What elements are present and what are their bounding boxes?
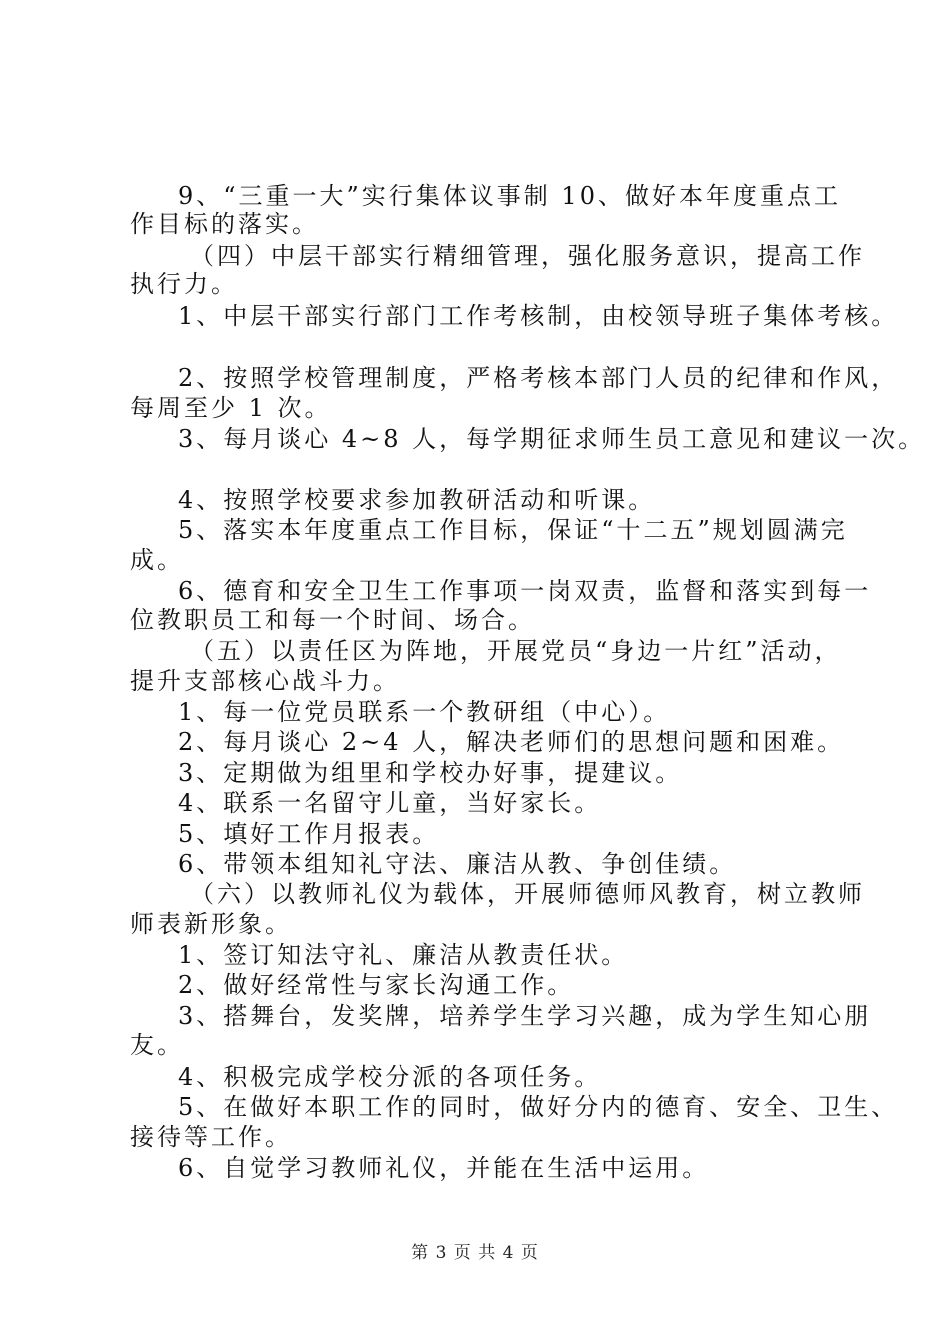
text-line: 友。 — [130, 1031, 184, 1059]
text-line: 6、带领本组知礼守法、廉洁从教、争创佳绩。 — [178, 850, 737, 878]
text-line: 3、搭舞台，发奖牌，培养学生学习兴趣，成为学生知心朋 — [178, 1002, 872, 1030]
section-heading: （四）中层干部实行精细管理，强化服务意识，提高工作 — [190, 242, 865, 270]
text-line: 5、填好工作月报表。 — [178, 820, 440, 848]
text-line: 6、自觉学习教师礼仪，并能在生活中运用。 — [178, 1154, 710, 1182]
text-line: 2、按照学校管理制度，严格考核本部门人员的纪律和作风， — [178, 364, 899, 392]
text-line: 3、定期做为组里和学校办好事，提建议。 — [178, 759, 683, 787]
text-line: 2、每月谈心 2~4 人，解决老师们的思想问题和困难。 — [178, 728, 845, 756]
section-heading: （五）以责任区为阵地，开展党员“身边一片红”活动， — [190, 637, 842, 665]
text-line: 师表新形象。 — [130, 910, 292, 938]
text-line: 执行力。 — [130, 270, 238, 298]
text-line: 1、中层干部实行部门工作考核制，由校领导班子集体考核。 — [178, 302, 899, 330]
text-line: 作目标的落实。 — [130, 210, 319, 238]
text-line: 位教职员工和每一个时间、场合。 — [130, 606, 535, 634]
text-line: 3、每月谈心 4~8 人，每学期征求师生员工意见和建议一次。 — [178, 425, 926, 453]
text-line: 2、做好经常性与家长沟通工作。 — [178, 971, 575, 999]
page-number-footer: 第 3 页 共 4 页 — [411, 1243, 539, 1263]
text-line: 成。 — [130, 546, 184, 574]
section-heading: （六）以教师礼仪为载体，开展师德师风教育，树立教师 — [190, 880, 865, 908]
text-line: 5、落实本年度重点工作目标，保证“十二五”规划圆满完 — [178, 516, 848, 544]
text-line: 1、每一位党员联系一个教研组（中心）。 — [178, 698, 671, 726]
text-line: 每周至少 1 次。 — [130, 394, 332, 422]
text-line: 1、签订知法守礼、廉洁从教责任状。 — [178, 941, 629, 969]
text-line: 6、德育和安全卫生工作事项一岗双责，监督和落实到每一 — [178, 577, 872, 605]
text-line: 接待等工作。 — [130, 1123, 292, 1151]
text-line: 4、联系一名留守儿童，当好家长。 — [178, 789, 602, 817]
text-line: 5、在做好本职工作的同时，做好分内的德育、安全、卫生、 — [178, 1093, 899, 1121]
text-line: 提升支部核心战斗力。 — [130, 667, 400, 695]
text-line: 4、按照学校要求参加教研活动和听课。 — [178, 486, 656, 514]
text-line: 9、“三重一大”实行集体议事制 10、做好本年度重点工 — [178, 182, 841, 210]
text-line: 4、积极完成学校分派的各项任务。 — [178, 1063, 602, 1091]
